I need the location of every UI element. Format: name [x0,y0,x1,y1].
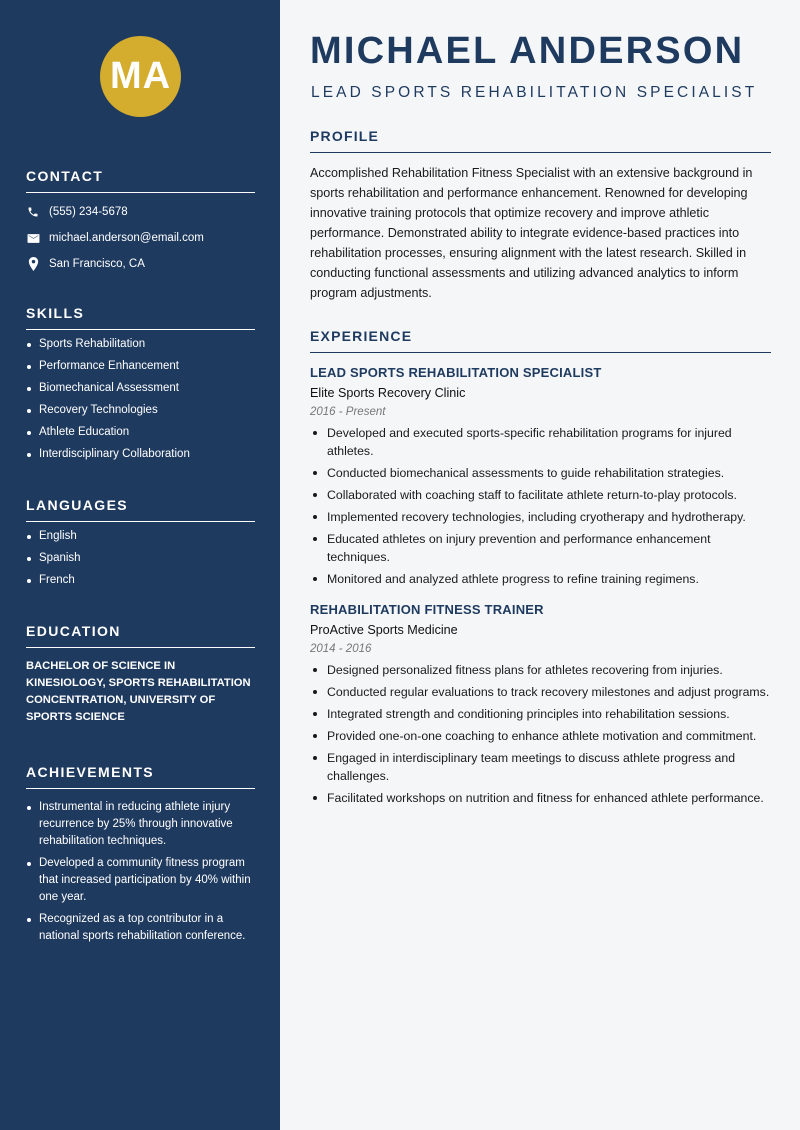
contact-heading: CONTACT [26,168,255,193]
languages-list [26,528,255,589]
achievements-list [26,799,255,945]
achievement-item: Recognized as a top contributor in a national sports rehabilitation conference. [26,911,255,945]
job-company: ProActive Sports Medicine [310,623,458,637]
job-bullet: Developed and executed sports-specific rehabilitation programs for injured athletes. [310,424,771,460]
achievements-heading: ACHIEVEMENTS [26,764,255,789]
profile-section [310,128,771,303]
skill-item: Recovery Technologies [26,402,255,419]
skill-item: Performance Enhancement [26,358,255,375]
skills-heading: SKILLS [26,305,255,330]
contact-location [26,255,255,273]
job-bullets [310,424,771,588]
job-bullet: Monitored and analyzed athlete progress to refine training regimens. [310,570,771,588]
candidate-role: LEAD SPORTS REHABILITATION SPECIALIST [311,84,758,101]
contact-phone-text: (555) 234-5678 [49,206,128,218]
achievement-item: Developed a community fitness program that increased participation by 40% within one year. [26,855,255,906]
avatar [100,36,181,117]
languages-heading: LANGUAGES [26,497,255,522]
job-bullet: Provided one-on-one coaching to enhance athlete motivation and commitment. [310,727,771,745]
job-bullet: Facilitated workshops on nutrition and fitness for enhanced athlete performance. [310,789,771,807]
skill-item: Interdisciplinary Collaboration [26,446,255,463]
job-entry [310,602,771,807]
contact-email-text: michael.anderson@email.com [49,232,204,244]
job-dates: 2016 - Present [310,406,386,418]
job-title: REHABILITATION FITNESS TRAINER [310,602,544,617]
job-title: LEAD SPORTS REHABILITATION SPECIALIST [310,365,602,380]
education-degree: BACHELOR OF SCIENCE IN KINESIOLOGY, SPORTS REHABILITATION CONCENTRATION, UNIVERSITY OF SPORTS SCIENCE [26,660,251,723]
location-pin-icon [26,257,40,271]
job-bullet: Designed personalized fitness plans for athletes recovering from injuries. [310,661,771,679]
job-bullet: Implemented recovery technologies, including cryotherapy and hydrotherapy. [310,508,771,526]
job-entry [310,365,771,588]
experience-heading: EXPERIENCE [310,328,771,353]
sidebar [0,0,280,1130]
skill-item: Sports Rehabilitation [26,336,255,353]
skills-section [26,305,255,463]
achievement-item: Instrumental in reducing athlete injury recurrence by 25% through innovative rehabilitation techniques. [26,799,255,850]
mail-icon [26,231,40,245]
language-item: French [26,572,255,589]
job-bullets [310,661,771,807]
education-heading: EDUCATION [26,623,255,648]
job-company: Elite Sports Recovery Clinic [310,386,466,400]
profile-summary: Accomplished Rehabilitation Fitness Specialist with an extensive background in sports rehabilitation and performance enhancement. Renowned for developing innovative training protocols that optimize recovery and improve athletic performance. Demonstrated ability to integrate evidence-based practices into rehabilitation processes, ensuring alignment with the latest research. Skilled in conducting functional assessments and utilizing advanced analytics to inform program adjustments. [310,166,753,300]
languages-section [26,497,255,589]
job-bullet: Educated athletes on injury prevention and performance enhancement techniques. [310,530,771,566]
language-item: English [26,528,255,545]
skill-item: Athlete Education [26,424,255,441]
job-bullet: Engaged in interdisciplinary team meetings to discuss athlete progress and challenges. [310,749,771,785]
job-bullet: Integrated strength and conditioning principles into rehabilitation sessions. [310,705,771,723]
language-item: Spanish [26,550,255,567]
avatar-initials: MA [109,55,172,97]
job-dates: 2014 - 2016 [310,643,372,655]
skills-list [26,336,255,463]
job-bullet: Conducted regular evaluations to track recovery milestones and adjust programs. [310,683,771,701]
achievements-section [26,764,255,945]
profile-heading: PROFILE [310,128,771,153]
contact-section [26,168,255,273]
skill-item: Biomechanical Assessment [26,380,255,397]
contact-email [26,229,255,247]
experience-section [310,328,771,807]
contact-phone [26,203,255,221]
job-bullet: Collaborated with coaching staff to facilitate athlete return-to-play protocols. [310,486,771,504]
candidate-name: MICHAEL ANDERSON [310,30,745,72]
education-section [26,623,255,726]
main-content [280,0,800,1130]
phone-icon [26,205,40,219]
contact-location-text: San Francisco, CA [49,258,145,270]
job-bullet: Conducted biomechanical assessments to guide rehabilitation strategies. [310,464,771,482]
